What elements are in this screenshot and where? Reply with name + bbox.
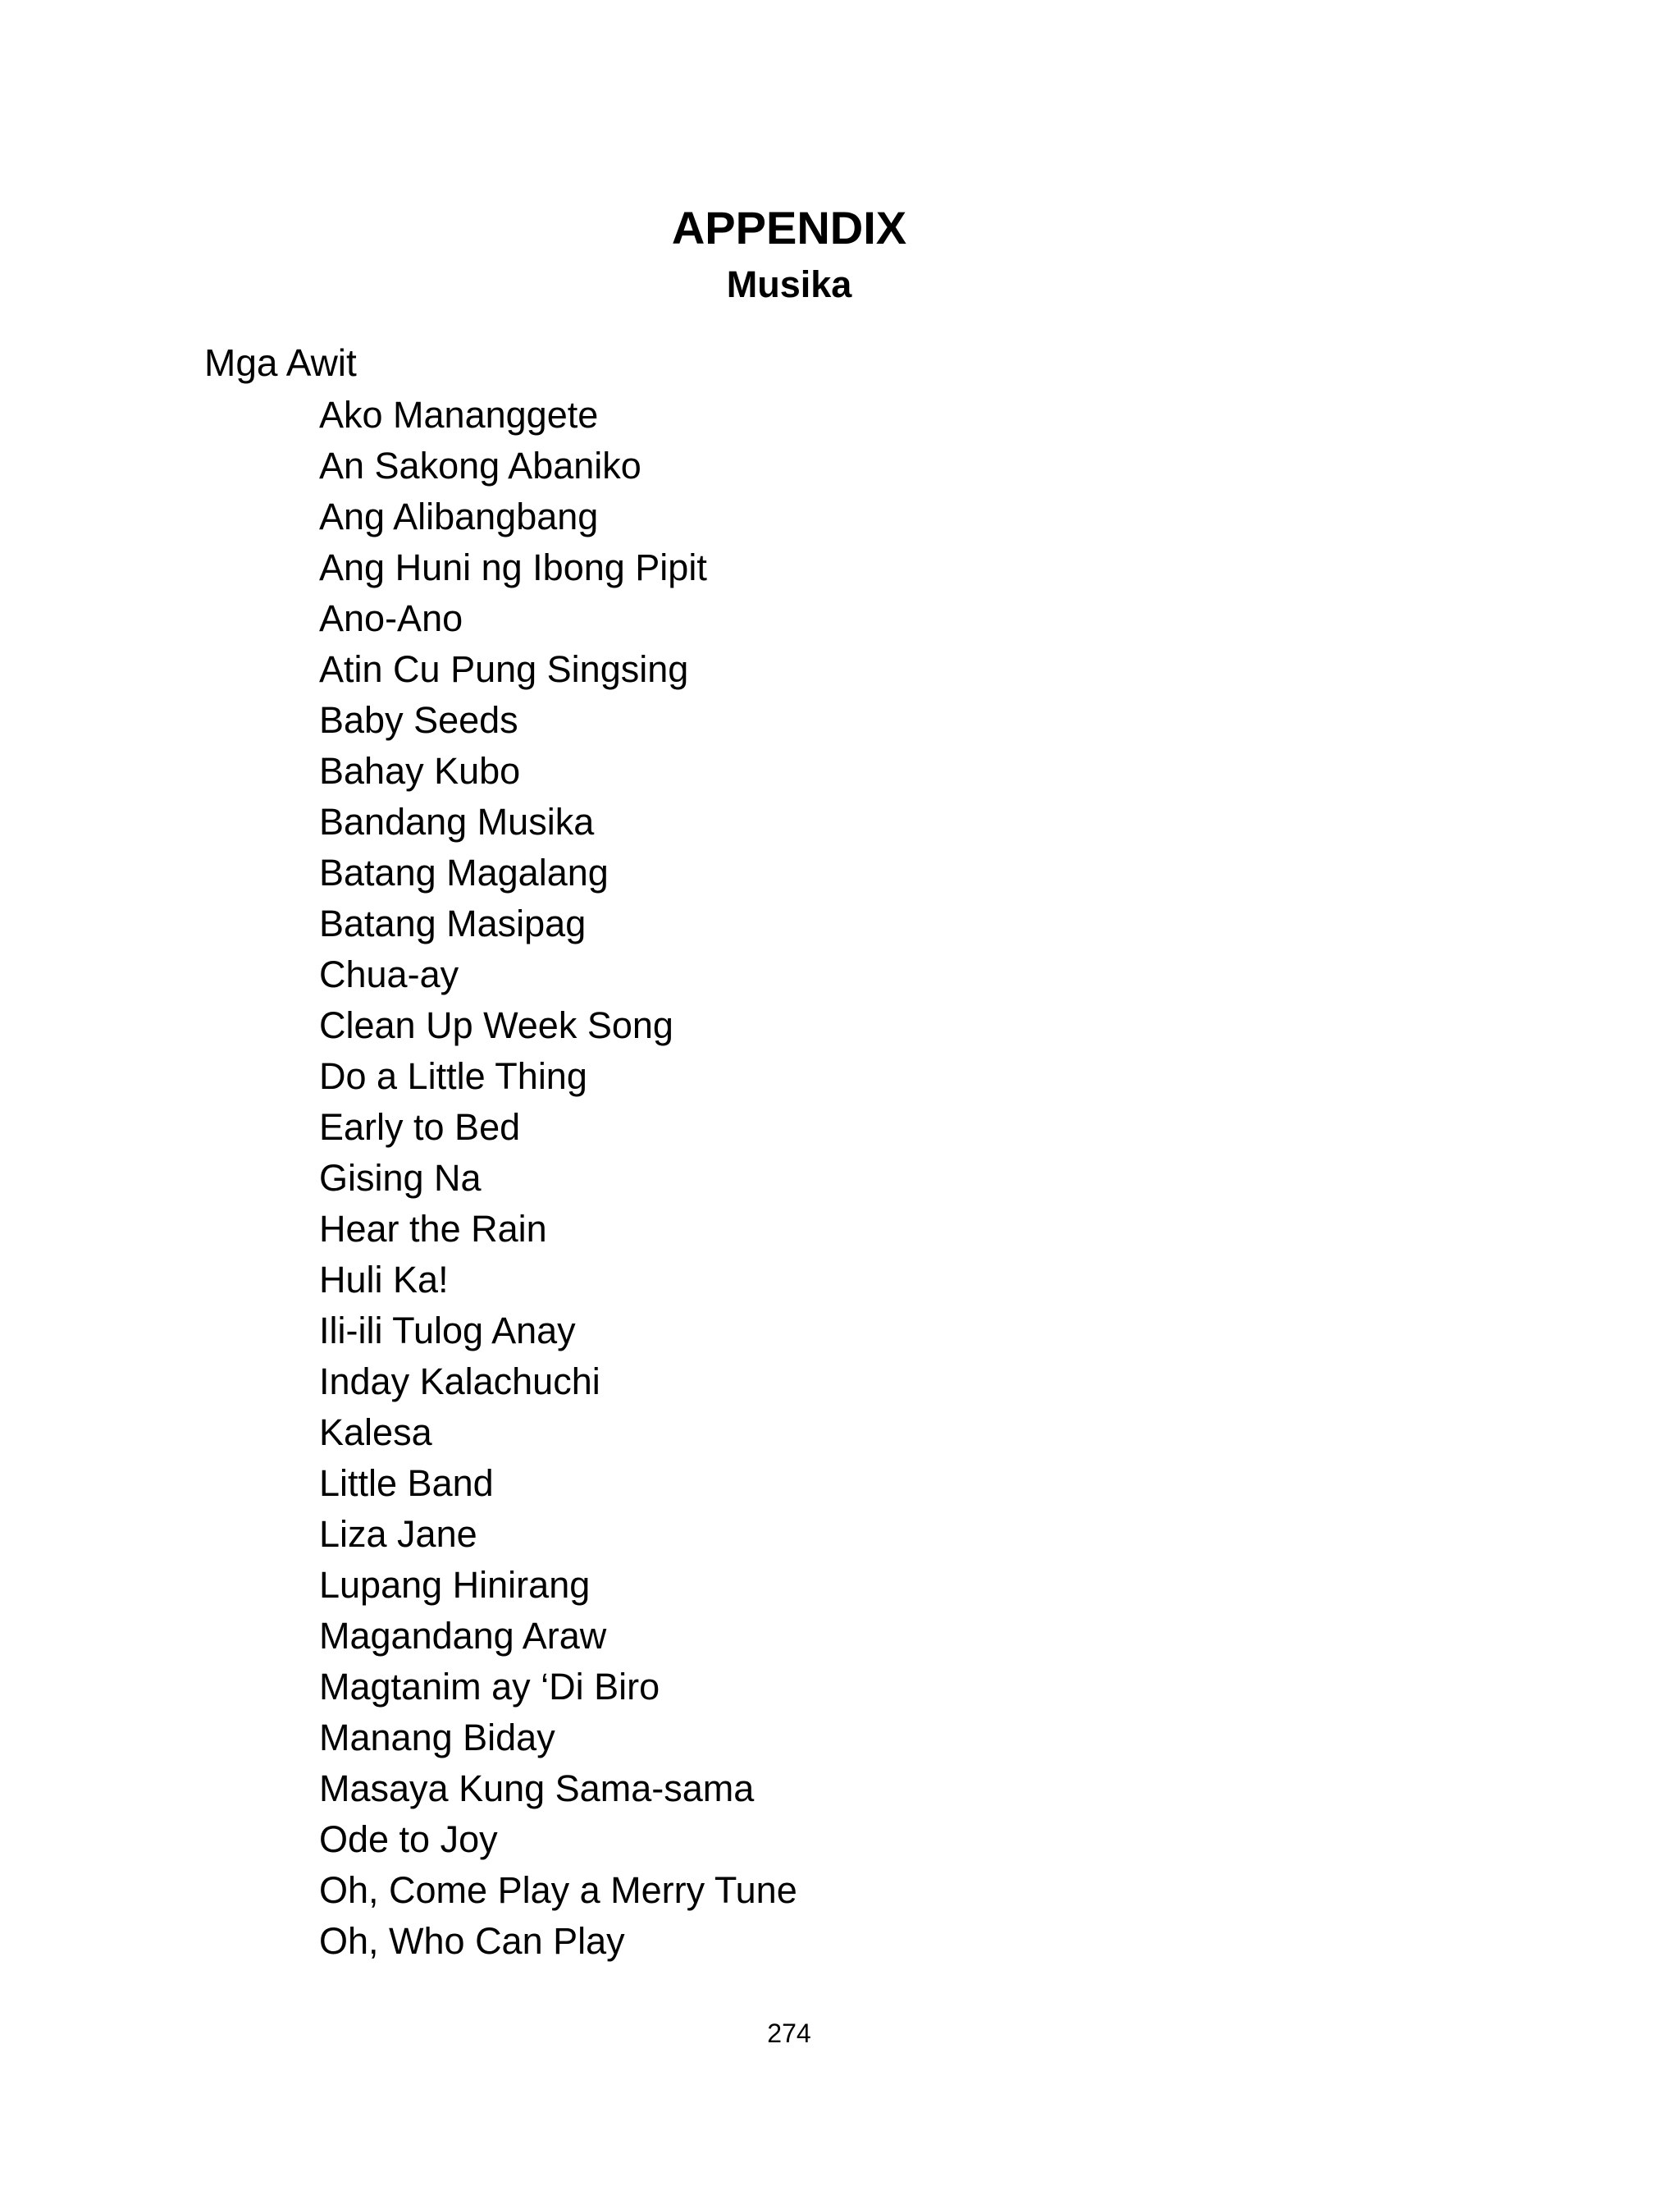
song-list-item: Masaya Kung Sama-sama bbox=[319, 1767, 755, 1809]
song-list-item: Lupang Hinirang bbox=[319, 1564, 591, 1606]
song-list-item: Baby Seeds bbox=[319, 699, 518, 741]
page-title: APPENDIX bbox=[671, 202, 907, 254]
song-list bbox=[319, 390, 797, 1967]
song-list-item: Early to Bed bbox=[319, 1106, 521, 1148]
song-list-item: Ang Alibangbang bbox=[319, 496, 599, 537]
song-list-item: Batang Masipag bbox=[319, 903, 587, 944]
song-list-item: Ako Mananggete bbox=[319, 394, 599, 436]
song-list-item: Bandang Musika bbox=[319, 801, 595, 843]
page-subtitle: Musika bbox=[726, 263, 852, 305]
song-list-item: An Sakong Abaniko bbox=[319, 445, 641, 487]
song-list-item: Oh, Who Can Play bbox=[319, 1920, 625, 1962]
song-list-item: Clean Up Week Song bbox=[319, 1004, 673, 1046]
song-list-item: Bahay Kubo bbox=[319, 750, 521, 792]
song-list-item: Ang Huni ng Ibong Pipit bbox=[319, 546, 707, 588]
song-list-item: Magtanim ay ‘Di Biro bbox=[319, 1666, 660, 1708]
song-list-item: Kalesa bbox=[319, 1411, 432, 1453]
song-list-item: Gising Na bbox=[319, 1157, 482, 1199]
song-list-item: Hear the Rain bbox=[319, 1208, 547, 1250]
song-list-item: Ili-ili Tulog Anay bbox=[319, 1310, 576, 1351]
page-number: 274 bbox=[767, 2019, 811, 2048]
song-list-item: Ano-Ano bbox=[319, 597, 463, 639]
song-list-item: Batang Magalang bbox=[319, 852, 609, 894]
song-list-item: Ode to Joy bbox=[319, 1818, 498, 1860]
song-list-item: Huli Ka! bbox=[319, 1259, 449, 1301]
song-list-item: Chua-ay bbox=[319, 953, 459, 995]
song-list-item: Manang Biday bbox=[319, 1717, 555, 1758]
song-list-item: Liza Jane bbox=[319, 1513, 477, 1555]
song-list-item: Do a Little Thing bbox=[319, 1055, 587, 1097]
section-heading: Mga Awit bbox=[204, 341, 357, 384]
song-list-item: Little Band bbox=[319, 1462, 494, 1504]
song-list-item: Inday Kalachuchi bbox=[319, 1360, 600, 1402]
song-list-item: Oh, Come Play a Merry Tune bbox=[319, 1869, 797, 1911]
song-list-item: Magandang Araw bbox=[319, 1615, 607, 1657]
song-list-item: Atin Cu Pung Singsing bbox=[319, 648, 689, 690]
